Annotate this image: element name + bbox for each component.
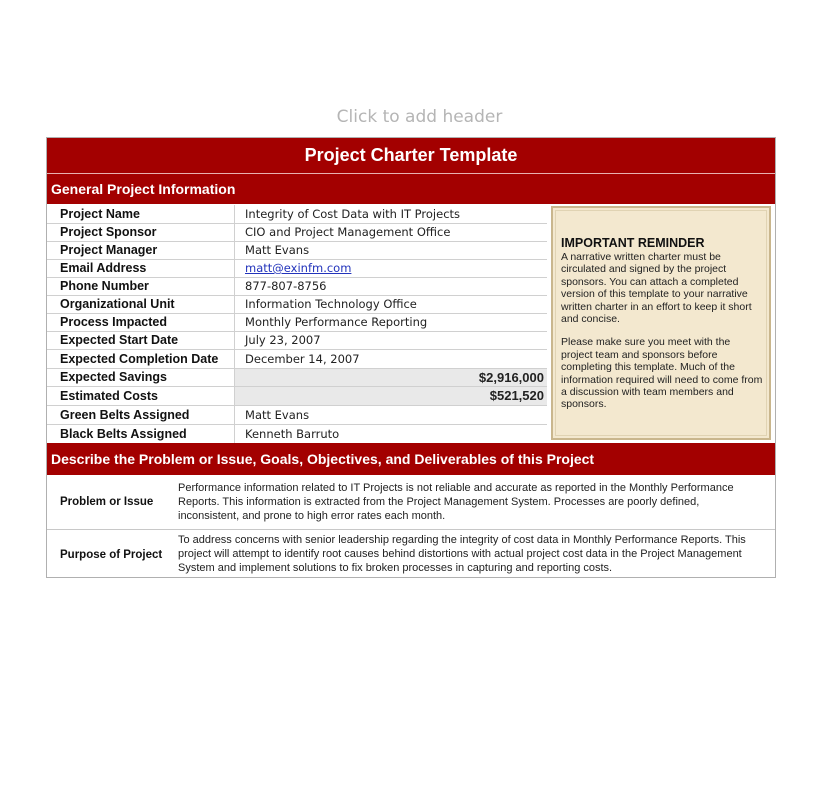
expected-savings-value[interactable]: $2,916,000 <box>235 368 547 386</box>
table-row <box>47 277 547 295</box>
field-value[interactable]: Information Technology Office <box>235 295 547 313</box>
problem-text[interactable]: Performance information related to IT Projects is not reliable and accurate as reported in the Monthly Performance Reports. This information is extracted from the Project Management System. Processes are poorly defined, inconsistent, and prone to high error rates each month. <box>178 482 734 522</box>
field-value[interactable]: December 14, 2007 <box>235 349 547 368</box>
table-row <box>47 205 547 223</box>
field-value[interactable]: Kenneth Barruto <box>245 426 340 441</box>
table-row <box>47 259 547 277</box>
field-label: Black Belts Assigned <box>47 424 235 443</box>
field-value[interactable] <box>235 259 547 277</box>
problem-row <box>47 476 775 530</box>
field-label: Project Name <box>47 205 235 223</box>
field-value[interactable]: Matt Evans <box>235 241 547 259</box>
table-row <box>47 349 547 368</box>
table-row <box>47 368 547 386</box>
problem-label: Problem or Issue <box>60 496 154 508</box>
field-value[interactable]: Integrity of Cost Data with IT Projects <box>235 205 547 223</box>
field-value[interactable]: July 23, 2007 <box>235 331 547 349</box>
field-label: Expected Start Date <box>47 331 235 349</box>
project-info-table <box>47 205 547 443</box>
reminder-title: IMPORTANT REMINDER <box>561 236 705 250</box>
purpose-label: Purpose of Project <box>60 549 163 561</box>
project-charter-sheet <box>46 137 776 578</box>
purpose-row <box>47 530 775 577</box>
field-label: Project Sponsor <box>47 223 235 241</box>
table-row <box>47 313 547 331</box>
table-row <box>47 331 547 349</box>
section-general-info: General Project Information <box>47 174 775 204</box>
table-row <box>47 241 547 259</box>
table-row <box>47 295 547 313</box>
table-row <box>47 424 547 443</box>
page-header-placeholder[interactable]: Click to add header <box>336 107 503 127</box>
section-problem-goals: Describe the Problem or Issue, Goals, Objectives, and Deliverables of this Project <box>47 443 775 475</box>
email-link[interactable]: matt@exinfm.com <box>245 261 352 275</box>
field-value[interactable]: Matt Evans <box>235 405 547 424</box>
field-value[interactable]: Monthly Performance Reporting <box>235 313 547 331</box>
field-label: Organizational Unit <box>47 295 235 313</box>
table-row <box>47 405 547 424</box>
reminder-paragraph: A narrative written charter must be circulated and signed by the project sponsors. You can attach a completed version of this template to your narrative written charter in an effort to keep it short and concise. <box>561 251 752 326</box>
field-label: Email Address <box>47 259 235 277</box>
document-title: Project Charter Template <box>47 138 775 174</box>
important-reminder-box <box>551 206 771 440</box>
field-label: Process Impacted <box>47 313 235 331</box>
estimated-costs-value[interactable]: $521,520 <box>235 386 547 405</box>
field-value[interactable]: 877-807-8756 <box>235 277 547 295</box>
field-label: Phone Number <box>47 277 235 295</box>
table-row <box>47 386 547 405</box>
field-label: Estimated Costs <box>47 386 235 405</box>
field-label: Project Manager <box>47 241 235 259</box>
field-label: Expected Savings <box>47 368 235 386</box>
purpose-text[interactable]: To address concerns with senior leadership regarding the integrity of cost data in Monthly Performance Reports. This project will attempt to identify root causes behind distortions with actual project cost data in the Project Management System and implement solutions to fix broken processes in capturing and reporting costs. <box>178 534 746 574</box>
field-label: Expected Completion Date <box>47 349 235 368</box>
reminder-paragraph: Please make sure you meet with the project team and sponsors before completing this template. Much of the information required will need to come from a discussion with team members and sponsors. <box>561 336 763 411</box>
field-value[interactable]: CIO and Project Management Office <box>235 223 547 241</box>
field-label: Green Belts Assigned <box>47 405 235 424</box>
table-row <box>47 223 547 241</box>
